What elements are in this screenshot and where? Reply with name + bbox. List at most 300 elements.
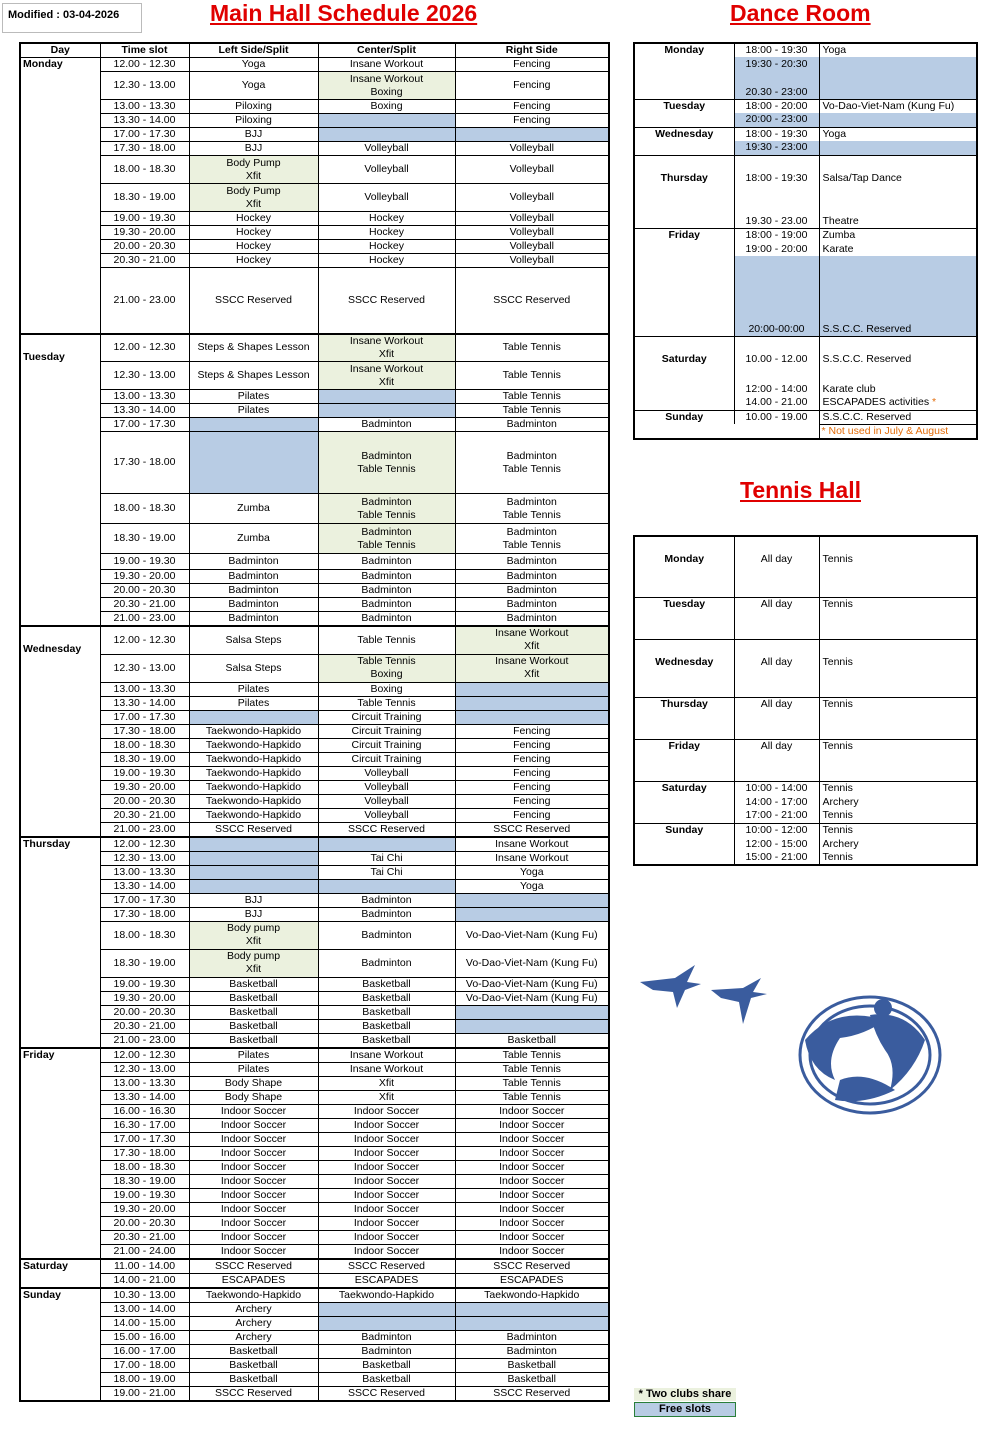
activity-cell [819, 611, 977, 639]
table-row [20, 226, 609, 240]
time-slot-cell: 19.00 - 19.30 [100, 212, 189, 226]
time-slot-cell: 13.00 - 13.30 [100, 100, 189, 114]
table-row [20, 418, 609, 432]
time-slot-cell: 19.00 - 21.00 [100, 1386, 189, 1401]
dance-row [634, 242, 977, 256]
left-activity-cell: ESCAPADES [189, 1273, 318, 1288]
center-activity-cell: SSCC Reserved [318, 268, 455, 334]
time-slot-cell: 12.30 - 13.00 [100, 72, 189, 100]
right-activity-cell: Fencing [455, 724, 609, 738]
center-activity-cell [318, 1302, 455, 1316]
right-activity-cell: Badminton [455, 418, 609, 432]
time-slot-cell [734, 711, 819, 725]
right-activity-cell: Table Tennis [455, 390, 609, 404]
table-row [20, 1372, 609, 1386]
tennis-row [634, 566, 977, 584]
dance-row [634, 43, 977, 57]
center-activity-cell: Badminton [318, 612, 455, 627]
right-activity-cell: Indoor Soccer [455, 1202, 609, 1216]
right-activity-cell: Basketball [455, 1358, 609, 1372]
center-activity-cell: Indoor Soccer [318, 1188, 455, 1202]
time-slot-cell: 18.00 - 18.30 [100, 1160, 189, 1174]
center-activity-cell: Badminton [318, 554, 455, 570]
left-activity-cell [189, 879, 318, 893]
table-row [20, 696, 609, 710]
left-activity-cell: BJJ [189, 128, 318, 142]
activity-cell: Tennis [819, 739, 977, 753]
right-activity-cell: Yoga [455, 879, 609, 893]
activity-cell [819, 669, 977, 697]
dance-row [634, 256, 977, 336]
table-row [20, 128, 609, 142]
table-row [20, 879, 609, 893]
time-slot-cell: 14.00 - 15.00 [100, 1316, 189, 1330]
center-activity-cell: Badminton [318, 418, 455, 432]
time-slot-cell: 18.30 - 19.00 [100, 1174, 189, 1188]
time-slot-cell: 12.00 - 12.30 [100, 58, 189, 72]
table-row [20, 1358, 609, 1372]
tennis-row [634, 781, 977, 795]
activity-cell [819, 113, 977, 127]
right-activity-cell: Indoor Soccer [455, 1160, 609, 1174]
center-activity-cell: Badminton [318, 598, 455, 612]
day-cell: Saturday [634, 781, 734, 795]
table-row [20, 598, 609, 612]
time-slot-cell: 13.00 - 13.30 [100, 390, 189, 404]
center-activity-cell: Insane Workout Boxing [318, 72, 455, 100]
center-activity-cell [318, 114, 455, 128]
center-activity-cell: Badminton [318, 949, 455, 977]
time-slot-cell: 12:00 - 14:00 [734, 366, 819, 396]
table-row [20, 1244, 609, 1259]
flying-birds-and-athlete-emblem-icon [635, 960, 945, 1120]
left-activity-cell: Body Shape [189, 1090, 318, 1104]
time-slot-cell: 17.00 - 18.00 [100, 1358, 189, 1372]
table-row [20, 100, 609, 114]
right-activity-cell: Indoor Soccer [455, 1174, 609, 1188]
right-activity-cell: Badminton Table Tennis [455, 524, 609, 554]
right-activity-cell [455, 1316, 609, 1330]
left-activity-cell: Piloxing [189, 114, 318, 128]
table-row [20, 1090, 609, 1104]
left-activity-cell: Salsa Steps [189, 626, 318, 654]
right-activity-cell: Badminton [455, 598, 609, 612]
time-slot-cell: 20.30 - 23:00 [734, 71, 819, 99]
time-slot-cell: 17.00 - 17.30 [100, 1132, 189, 1146]
center-activity-cell: Basketball [318, 991, 455, 1005]
right-activity-cell [455, 1302, 609, 1316]
activity-cell [819, 141, 977, 155]
table-row [20, 808, 609, 822]
time-slot-cell: 12.30 - 13.00 [100, 1062, 189, 1076]
day-cell: Monday [634, 536, 734, 566]
center-activity-cell: Volleyball [318, 142, 455, 156]
tennis-row [634, 711, 977, 725]
time-slot-cell: 19.30 - 20.00 [100, 991, 189, 1005]
blank-cell [634, 424, 819, 439]
left-activity-cell: Taekwondo-Hapkido [189, 794, 318, 808]
center-activity-cell [318, 128, 455, 142]
center-activity-cell: Indoor Soccer [318, 1174, 455, 1188]
table-row [20, 724, 609, 738]
center-activity-cell: Indoor Soccer [318, 1146, 455, 1160]
activity-cell: S.S.C.C. Reserved [819, 256, 977, 336]
center-activity-cell: Badminton Table Tennis [318, 494, 455, 524]
time-slot-cell: 10.00 - 19.00 [734, 410, 819, 424]
center-activity-cell: Badminton Table Tennis [318, 432, 455, 494]
day-label: Tuesday [23, 350, 65, 363]
center-activity-cell: Basketball [318, 977, 455, 991]
day-cell [634, 57, 734, 71]
day-label: Friday [23, 1048, 55, 1061]
activity-cell: Tennis [819, 697, 977, 711]
dance-row [634, 71, 977, 99]
time-slot-cell: 20.30 - 21.00 [100, 254, 189, 268]
time-slot-cell: 20.30 - 21.00 [100, 598, 189, 612]
table-row [20, 334, 609, 362]
activity-cell [819, 725, 977, 739]
left-activity-cell: Zumba [189, 494, 318, 524]
time-slot-cell: 18.30 - 19.00 [100, 524, 189, 554]
right-activity-cell: Indoor Soccer [455, 1118, 609, 1132]
left-activity-cell [189, 865, 318, 879]
time-slot-cell: 19.30 - 20.00 [100, 780, 189, 794]
star-marker: * [929, 396, 937, 409]
day-label: Saturday [23, 1259, 68, 1272]
right-activity-cell: Volleyball [455, 212, 609, 226]
table-row [20, 1386, 609, 1401]
left-activity-cell: Pilates [189, 1048, 318, 1063]
time-slot-cell: 17.00 - 17.30 [100, 418, 189, 432]
left-activity-cell: Basketball [189, 1344, 318, 1358]
table-row [20, 390, 609, 404]
activity-cell [819, 753, 977, 767]
right-activity-cell: Table Tennis [455, 334, 609, 362]
center-activity-cell: Badminton [318, 907, 455, 921]
table-row [20, 1288, 609, 1303]
right-activity-cell: Insane Workout Xfit [455, 626, 609, 654]
time-slot-cell: 20.00 - 20.30 [100, 1216, 189, 1230]
right-activity-cell: Badminton [455, 612, 609, 627]
left-activity-cell: Steps & Shapes Lesson [189, 362, 318, 390]
left-activity-cell: Hockey [189, 226, 318, 240]
column-header: Day [20, 43, 100, 58]
left-activity-cell: Hockey [189, 240, 318, 254]
activity-cell [819, 711, 977, 725]
time-slot-cell: 20.00 - 20.30 [100, 584, 189, 598]
time-slot-cell [734, 669, 819, 697]
dance-row [634, 396, 977, 410]
right-activity-cell: Basketball [455, 1033, 609, 1048]
right-activity-cell [455, 907, 609, 921]
time-slot-cell [734, 611, 819, 639]
center-activity-cell: Badminton [318, 570, 455, 584]
time-slot-cell [734, 767, 819, 781]
left-activity-cell: Basketball [189, 991, 318, 1005]
center-activity-cell: Volleyball [318, 156, 455, 184]
day-cell: Wednesday [634, 127, 734, 141]
table-row [20, 766, 609, 780]
right-activity-cell: Volleyball [455, 226, 609, 240]
day-cell [634, 584, 734, 597]
table-row [20, 949, 609, 977]
time-slot-cell: 16.00 - 16.30 [100, 1104, 189, 1118]
right-activity-cell [455, 696, 609, 710]
left-activity-cell: Yoga [189, 58, 318, 72]
column-header: Time slot [100, 43, 189, 58]
center-activity-cell: Table Tennis [318, 626, 455, 654]
center-activity-cell: Insane Workout [318, 58, 455, 72]
day-cell [634, 71, 734, 99]
left-activity-cell: Indoor Soccer [189, 1202, 318, 1216]
time-slot-cell: 14.00 - 21.00 [100, 1273, 189, 1288]
center-activity-cell: Volleyball [318, 766, 455, 780]
dance-row [634, 185, 977, 228]
time-slot-cell: 17.30 - 18.00 [100, 907, 189, 921]
left-activity-cell: Yoga [189, 72, 318, 100]
time-slot-cell [734, 584, 819, 597]
tennis-row [634, 795, 977, 809]
time-slot-cell: All day [734, 597, 819, 611]
table-row [20, 240, 609, 254]
right-activity-cell: Volleyball [455, 156, 609, 184]
right-activity-cell: Volleyball [455, 184, 609, 212]
center-activity-cell [318, 837, 455, 852]
time-slot-cell: 10:00 - 12:00 [734, 823, 819, 837]
center-activity-cell: Badminton [318, 584, 455, 598]
tennis-row [634, 809, 977, 823]
center-activity-cell: Hockey [318, 212, 455, 226]
day-cell [634, 611, 734, 639]
column-header: Center/Split [318, 43, 455, 58]
time-slot-cell: 17.00 - 17.30 [100, 710, 189, 724]
time-slot-cell: 16.00 - 17.00 [100, 1344, 189, 1358]
left-activity-cell: Badminton [189, 584, 318, 598]
center-activity-cell: Badminton [318, 893, 455, 907]
activity-cell: S.S.C.C. Reserved [819, 410, 977, 424]
dance-row [634, 228, 977, 242]
day-cell [634, 753, 734, 767]
day-cell [634, 767, 734, 781]
tennis-row [634, 611, 977, 639]
day-cell: Friday [634, 228, 734, 242]
right-activity-cell: Indoor Soccer [455, 1146, 609, 1160]
tennis-row [634, 584, 977, 597]
day-cell: Tuesday [634, 597, 734, 611]
time-slot-cell: 18.00 - 19.00 [100, 1372, 189, 1386]
time-slot-cell: 21.00 - 23.00 [100, 268, 189, 334]
left-activity-cell: Basketball [189, 1033, 318, 1048]
left-activity-cell: Taekwondo-Hapkido [189, 724, 318, 738]
activity-cell: Archery [819, 795, 977, 809]
table-row [20, 794, 609, 808]
table-row [20, 1160, 609, 1174]
left-activity-cell: Hockey [189, 212, 318, 226]
table-row [20, 682, 609, 696]
time-slot-cell: 18:00 - 19:00 [734, 228, 819, 242]
day-cell [634, 141, 734, 155]
tennis-row [634, 837, 977, 851]
table-row [20, 1019, 609, 1033]
time-slot-cell: 19.30 - 20.00 [100, 570, 189, 584]
table-row [20, 554, 609, 570]
right-activity-cell: Insane Workout Xfit [455, 654, 609, 682]
activity-cell: Tennis [819, 809, 977, 823]
left-activity-cell: Indoor Soccer [189, 1174, 318, 1188]
left-activity-cell: Basketball [189, 1005, 318, 1019]
day-cell [634, 837, 734, 851]
time-slot-cell: 12:00 - 15:00 [734, 837, 819, 851]
activity-cell: S.S.C.C. Reserved [819, 336, 977, 366]
left-activity-cell: Indoor Soccer [189, 1230, 318, 1244]
left-activity-cell: Steps & Shapes Lesson [189, 334, 318, 362]
time-slot-cell: 18.00 - 18.30 [100, 494, 189, 524]
left-activity-cell: Piloxing [189, 100, 318, 114]
table-row [20, 254, 609, 268]
left-activity-cell: Body Pump Xfit [189, 184, 318, 212]
time-slot-cell: 17.00 - 17.30 [100, 893, 189, 907]
day-label: Sunday [23, 1288, 61, 1301]
center-activity-cell: Hockey [318, 226, 455, 240]
activity-cell: Tennis [819, 851, 977, 865]
table-row [20, 1188, 609, 1202]
table-row [20, 1216, 609, 1230]
table-row [20, 58, 609, 72]
right-activity-cell: Badminton [455, 1344, 609, 1358]
right-activity-cell: Fencing [455, 100, 609, 114]
time-slot-cell: 12.00 - 12.30 [100, 1048, 189, 1063]
center-activity-cell: Insane Workout [318, 1048, 455, 1063]
time-slot-cell: 19:00 - 20:00 [734, 242, 819, 256]
time-slot-cell: 13.30 - 14.00 [100, 1090, 189, 1104]
day-cell [634, 256, 734, 336]
table-row [20, 1316, 609, 1330]
left-activity-cell: Hockey [189, 254, 318, 268]
legend-free-slots: Free slots [634, 1402, 736, 1417]
time-slot-cell: 18.30 - 19.00 [100, 752, 189, 766]
time-slot-cell: 21.00 - 23.00 [100, 1033, 189, 1048]
table-row [20, 1273, 609, 1288]
table-row [20, 1302, 609, 1316]
center-activity-cell: Xfit [318, 1090, 455, 1104]
left-activity-cell: SSCC Reserved [189, 1386, 318, 1401]
time-slot-cell: 17.30 - 18.00 [100, 724, 189, 738]
left-activity-cell: Salsa Steps [189, 654, 318, 682]
left-activity-cell: Basketball [189, 1019, 318, 1033]
time-slot-cell: 16.30 - 17.00 [100, 1118, 189, 1132]
time-slot-cell [734, 753, 819, 767]
dance-row [634, 336, 977, 366]
table-row [20, 1330, 609, 1344]
table-row [20, 977, 609, 991]
time-slot-cell: 12.30 - 13.00 [100, 851, 189, 865]
day-cell [634, 185, 734, 228]
time-slot-cell: 20.00 - 20.30 [100, 794, 189, 808]
day-cell: Friday [634, 739, 734, 753]
time-slot-cell: 19.00 - 19.30 [100, 766, 189, 780]
tennis-row [634, 536, 977, 566]
time-slot-cell: 13.00 - 14.00 [100, 1302, 189, 1316]
time-slot-cell [734, 725, 819, 739]
left-activity-cell: Taekwondo-Hapkido [189, 780, 318, 794]
day-cell: Thursday [634, 155, 734, 185]
time-slot-cell: 19:30 - 23:00 [734, 141, 819, 155]
left-activity-cell: BJJ [189, 893, 318, 907]
table-row [20, 907, 609, 921]
time-slot-cell: 17.30 - 18.00 [100, 142, 189, 156]
day-label: Monday [23, 58, 63, 70]
activity-cell [819, 57, 977, 71]
left-activity-cell [189, 432, 318, 494]
center-activity-cell: Indoor Soccer [318, 1118, 455, 1132]
right-activity-cell: Table Tennis [455, 1048, 609, 1063]
right-activity-cell: Badminton [455, 1330, 609, 1344]
dance-row [634, 127, 977, 141]
column-header: Left Side/Split [189, 43, 318, 58]
center-activity-cell: SSCC Reserved [318, 822, 455, 837]
left-activity-cell: Badminton [189, 612, 318, 627]
table-row [20, 710, 609, 724]
center-activity-cell [318, 879, 455, 893]
table-row [20, 1076, 609, 1090]
time-slot-cell: 21.00 - 23.00 [100, 822, 189, 837]
day-cell [634, 242, 734, 256]
modified-date: Modified : 03-04-2026 [2, 3, 142, 33]
right-activity-cell: SSCC Reserved [455, 822, 609, 837]
left-activity-cell: SSCC Reserved [189, 822, 318, 837]
center-activity-cell: Taekwondo-Hapkido [318, 1288, 455, 1303]
left-activity-cell: Body Shape [189, 1076, 318, 1090]
left-activity-cell: Pilates [189, 696, 318, 710]
left-activity-cell: Taekwondo-Hapkido [189, 738, 318, 752]
time-slot-cell: 20:00 - 23:00 [734, 113, 819, 127]
center-activity-cell: Circuit Training [318, 710, 455, 724]
time-slot-cell: 18:00 - 20:00 [734, 99, 819, 113]
activity-cell: Salsa/Tap Dance [819, 155, 977, 185]
center-activity-cell: Basketball [318, 1019, 455, 1033]
center-activity-cell: Volleyball [318, 808, 455, 822]
time-slot-cell: 12.30 - 13.00 [100, 654, 189, 682]
table-row [20, 156, 609, 184]
right-activity-cell: Vo-Dao-Viet-Nam (Kung Fu) [455, 977, 609, 991]
table-row [20, 822, 609, 837]
activity-cell: Tennis [819, 597, 977, 611]
center-activity-cell: Indoor Soccer [318, 1160, 455, 1174]
right-activity-cell: Table Tennis [455, 404, 609, 418]
right-activity-cell: Basketball [455, 1372, 609, 1386]
left-activity-cell: Basketball [189, 1358, 318, 1372]
day-cell [634, 809, 734, 823]
left-activity-cell: Basketball [189, 977, 318, 991]
right-activity-cell: ESCAPADES [455, 1273, 609, 1288]
table-row [20, 72, 609, 100]
left-activity-cell: Indoor Soccer [189, 1118, 318, 1132]
time-slot-cell: 20:00-00:00 [734, 256, 819, 336]
time-slot-cell: 10:00 - 14:00 [734, 781, 819, 795]
time-slot-cell: 18:00 - 19:30 [734, 127, 819, 141]
right-activity-cell: Insane Workout [455, 851, 609, 865]
right-activity-cell [455, 128, 609, 142]
left-activity-cell: Badminton [189, 598, 318, 612]
left-activity-cell: Indoor Soccer [189, 1244, 318, 1259]
main-hall-title: Main Hall Schedule 2026 [210, 0, 478, 26]
table-row [20, 1118, 609, 1132]
table-row [20, 142, 609, 156]
left-activity-cell: Archery [189, 1316, 318, 1330]
dance-row [634, 99, 977, 113]
time-slot-cell: 14:00 - 17:00 [734, 795, 819, 809]
time-slot-cell: 13.00 - 13.30 [100, 1076, 189, 1090]
